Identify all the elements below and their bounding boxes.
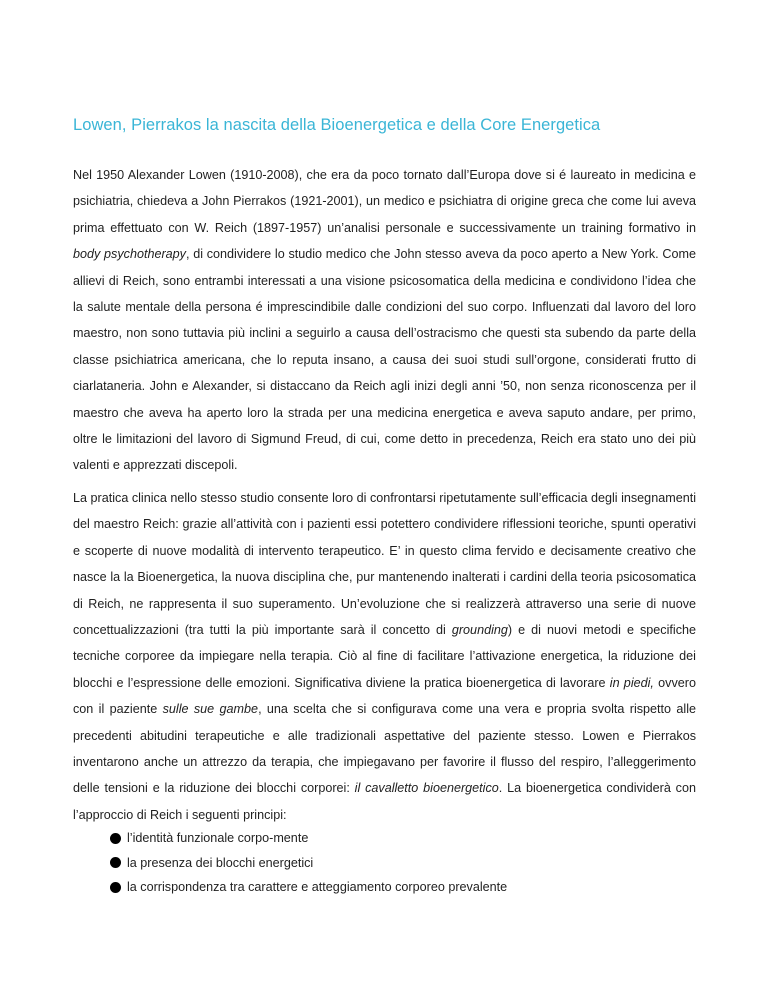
bullet-dot-icon xyxy=(110,857,121,868)
paragraph-2-emphasis-in-piedi: in piedi, xyxy=(609,675,654,690)
paragraph-1-emphasis: body psychotherapy xyxy=(73,247,186,262)
list-item-text: la presenza dei blocchi energetici xyxy=(127,855,314,870)
paragraph-1-text-rest: , di condividere lo studio medico che John stesso aveva da poco aperto a New York. Come allievi di Reich, sono entrambi interessati a una visione psicosomatica della medicina e condividono l’idea che la salute mentale della persona é imprescindibile dalle condizioni del suo corpo. Influenzati dal lavoro del loro maestro, non sono tuttavia più inclini a seguirlo a causa dell’ostracismo che questi sta subendo da parte della classe psichiatrica americana, che lo reputa insano, a causa dei suoi studi sull’orgone, considerati frutto di ciarlataneria. John e Alexander, si distaccano da Reich agli inizi degli anni ’50, non senza riconoscenza per il maestro che aveva ha aperto loro la strada per una medicina energetica e aveva saputo andare, per primo, oltre le limitazioni del lavoro di Sigmund Freud, di cui, come detto in precedenza, Reich era stato uno dei più valenti e apprezzati discepoli. xyxy=(73,247,696,473)
paragraph-2 xyxy=(73,485,696,828)
paragraph-1 xyxy=(73,162,696,479)
paragraph-2-emphasis-cavalletto: il cavalletto bioenergetico xyxy=(354,781,499,796)
list-item xyxy=(110,851,507,876)
paragraph-1-text: Nel 1950 Alexander Lowen (1910-2008), che era da poco tornato dall’Europa dove si é laureato in medicina e psichiatria, chiedeva a John Pierrakos (1921-2001), un medico e psichiatra di origine greca che come lui aveva prima effettuato con W. Reich (1897-1957) un’analisi personale e successivamente un training formativo in xyxy=(73,168,696,235)
paragraph-2-emphasis-sulle-sue-gambe: sulle sue gambe xyxy=(162,702,259,717)
paragraph-2-emphasis-grounding: grounding xyxy=(451,623,508,638)
list-item xyxy=(110,875,507,900)
paragraph-2-text-b: ) e di nuovi metodi e specifiche tecniche corporee da impiegare nella terapia. Ciò al fine di facilitare l’attivazione energetica, la riduzione dei blocchi e l’espressione delle emozioni. Significativa diviene la pratica bioenergetica di lavorare xyxy=(73,623,697,690)
principles-list xyxy=(110,826,507,900)
paragraph-2-text-d: , una scelta che si configurava come una vera e propria svolta rispetto alle precedenti abitudini terapeutiche e alle tradizionali aspettative del paziente stesso. Lowen e Pierrakos inventarono anche un attrezzo da terapia, che impiegavano per favorire il flusso del respiro, l’alleggerimento delle tensioni e la riduzione dei blocchi corporei: xyxy=(73,702,697,796)
list-item-text: l’identità funzionale corpo-mente xyxy=(127,831,309,845)
list-item xyxy=(110,826,507,851)
bullet-dot-icon xyxy=(110,833,121,844)
page-title: Lowen, Pierrakos la nascita della Bioenergetica e della Core Energetica xyxy=(73,116,601,134)
paragraph-2-text-c: ovvero con il paziente xyxy=(73,675,696,717)
bullet-dot-icon xyxy=(110,882,121,893)
paragraph-2-text-a: La pratica clinica nello stesso studio consente loro di confrontarsi ripetutamente sull’efficacia degli insegnamenti del maestro Reich: grazie all’attività con i pazienti essi potettero condividere riflessioni teoriche, spunti operativi e scoperte di nuove modalità di intervento terapeutico. E’ in questo clima fervido e decisamente creativo che nasce la la Bioenergetica, la nuova disciplina che, pur mantenendo inalterati i cardini della teoria psicosomatica di Reich, ne rappresenta il suo superamento. Un’evoluzione che si realizzerà attraverso una serie di nuove concettualizzazioni (tra tutti la più importante sarà il concetto di xyxy=(73,491,696,638)
list-item-text: la corrispondenza tra carattere e atteggiamento corporeo prevalente xyxy=(127,880,508,894)
paragraph-2-text-e: . La bioenergetica condividerà con l’approccio di Reich i seguenti principi: xyxy=(73,781,696,822)
